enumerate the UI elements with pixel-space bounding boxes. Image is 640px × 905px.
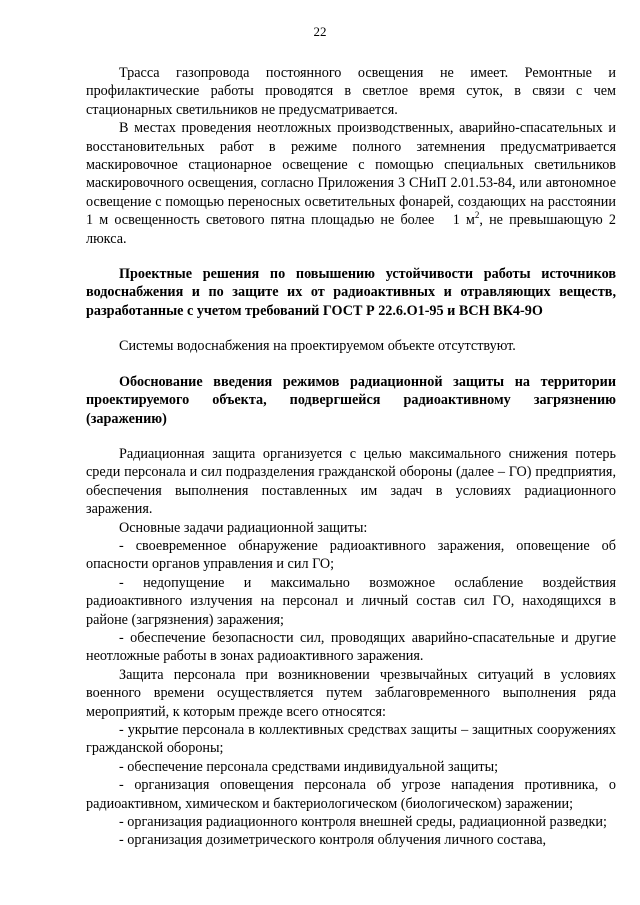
list-item-task-exposure-reduction: - недопущение и максимально возможное ослабление воздействия радиоактивного излучения на персонал и личный состав сил ГО, находящихся в районе (загрязнения) заражения; [86,574,616,628]
heading-water-supply-protection: Проектные решения по повышению устойчивости работы источников водоснабжения и по защите их от радиоактивных и отравляющих веществ, разработанные с учетом требований ГОСТ Р 22.6.О1-95 и ВСН ВК4-9О [86,266,616,319]
list-item-shelter: - укрытие персонала в коллективных средствах защиты – защитных сооружениях гражданской обороны; [86,722,616,757]
heading-radiation-protection: Обоснование введения режимов радиационной защиты на территории проектируемого объекта, подвергшейся радиоактивному загрязнению (заражению) [86,373,616,427]
list-item-warning: - организация оповещения персонала об угрозе нападения противника, о радиоактивном, химическом и бактериологическом (биологическом) заражении; [86,777,616,812]
paragraph-water-supply-absent: Системы водоснабжения на проектируемом объекте отсутствуют. [119,338,516,355]
paragraph-gas-pipeline-lighting: Трасса газопровода постоянного освещения не имеет. Ремонтные и профилактические работы проводятся в светлое время суток, в связи с чем стационарных светильников не предусматривается. [86,65,616,118]
page-number: 22 [313,24,327,39]
area-unit-tail: , не превышающую 2 люкса. [86,212,617,247]
list-item-task-forces-safety: - обеспечение безопасности сил, проводящих аварийно-спасательные и другие неотложные работы в зонах радиоактивного заражения. [86,629,616,665]
camouflage-lighting-text: В местах проведения неотложных производственных, аварийно-спасательных и восстановительных работ в режиме полного затемнения предусматривается маскировочное стационарное освещение с помощью специальных светильников маскировочного освещения, согласно Приложения 3 СНиП 2.01.53-84, или автономное освещение с помощью переносных осветительных фонарей, создающих на расстоянии 1 м освещенность светового пятна площадью не более [86,120,616,229]
paragraph-wartime-protection: Защита персонала при возникновении чрезвычайных ситуаций в условиях военного времени осуществляется путем заблаговременного выполнения ряда мероприятий, к которым прежде всего относятся: [86,666,616,720]
paragraph-radiation-protection-purpose: Радиационная защита организуется с целью максимального снижения потерь среди персонала и сил подразделения гражданской обороны (далее – ГО) предприятия, обеспечения выполнения поставленных им задач в условиях радиационного заражения. [86,445,616,518]
list-item-ppe: - обеспечение персонала средствами индивидуальной защиты; [119,758,499,775]
list-item-radiation-control: - организация радиационного контроля внешней среды, радиационной разведки; [119,814,607,831]
area-unit-superscript: 2 [474,210,480,221]
page-content [86,64,616,850]
area-unit-value: 1 м [452,212,475,229]
paragraph-camouflage-lighting [86,119,616,248]
list-item-task-detection: - своевременное обнаружение радиоактивного заражения, оповещение об опасности органов управления и сил ГО; [86,537,616,573]
list-item-dosimetric-control: - организация дозиметрического контроля облучения личного состава, [119,832,547,849]
paragraph-main-tasks-intro: Основные задачи радиационной защиты: [119,519,368,536]
